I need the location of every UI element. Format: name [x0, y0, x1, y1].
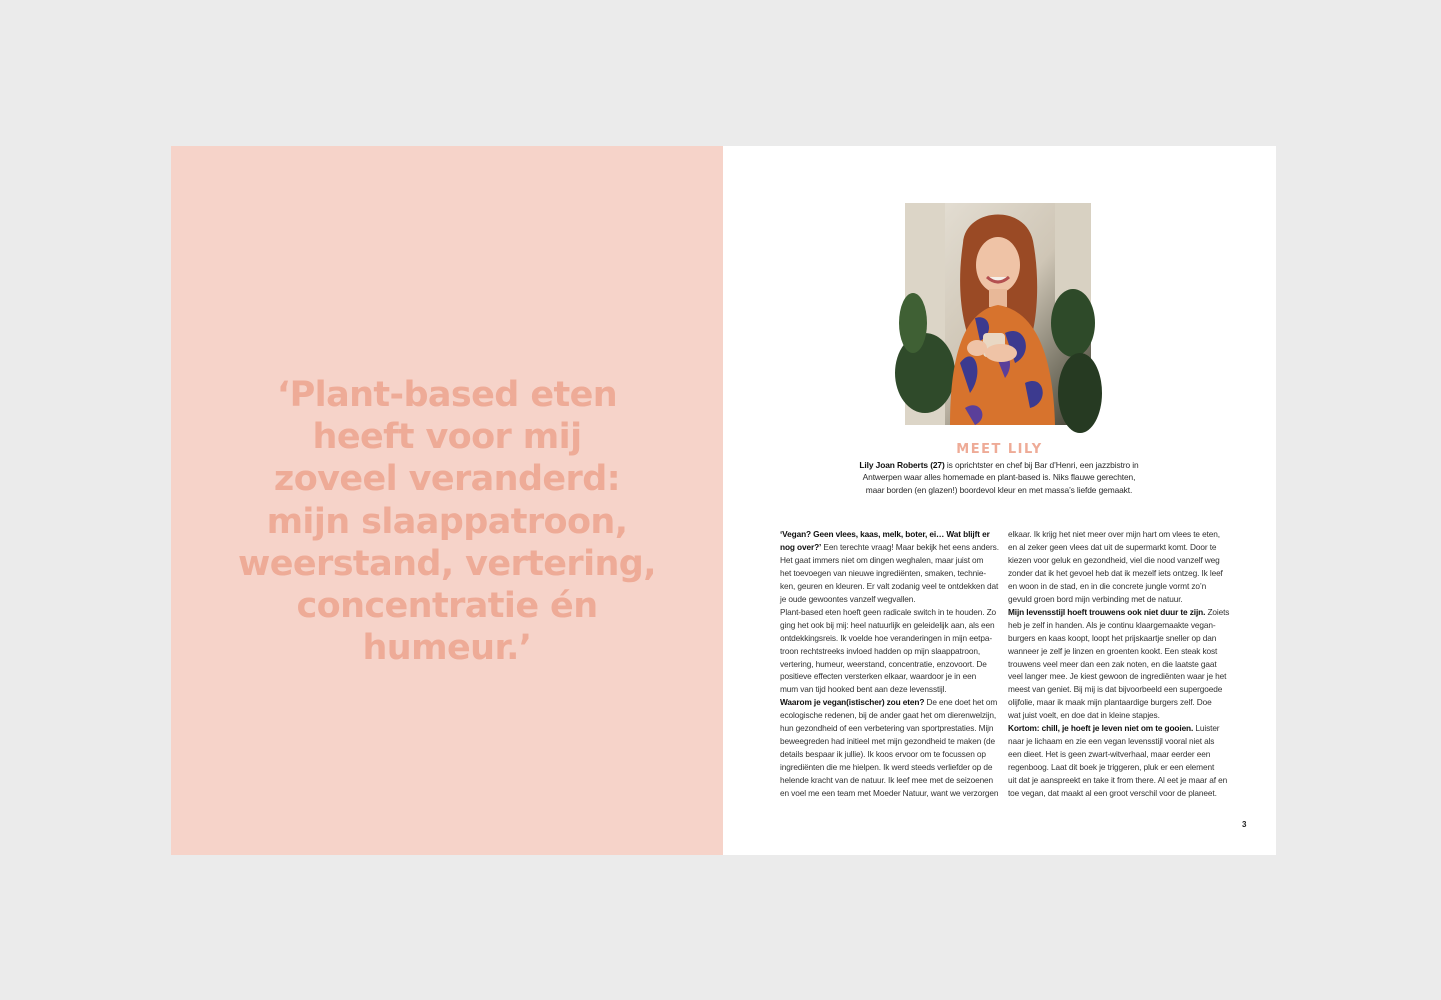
article-line-text: mum van tijd hooked bent aan deze levensstijl. [780, 684, 947, 695]
article-line [780, 709, 997, 722]
book-spread [171, 146, 1276, 855]
article-line [780, 670, 993, 683]
article-line [780, 606, 997, 619]
article-line-text: ecologische redenen, bij de ander gaat het om dierenwelzijn, [780, 710, 997, 721]
quote-line: ‘Plant-based eten [276, 375, 618, 415]
quote-line: mijn slaappatroon, [266, 501, 628, 542]
article-line-text: gevuld groen bord mijn verbinding met de natuur. [1008, 593, 1183, 604]
article-line-bold: Kortom: chill, je hoeft je leven niet om te gooien. [1008, 723, 1194, 734]
article-column-left [780, 528, 999, 800]
bio-name: Lily Joan Roberts (27) [859, 460, 945, 470]
article-line [780, 787, 999, 800]
left-page [171, 146, 723, 855]
article-line-bold: Waarom je vegan(istischer) zou eten? [780, 697, 925, 708]
article-line-text: De ene doet het om [924, 697, 998, 708]
article-line [780, 774, 993, 787]
article-line [780, 567, 993, 580]
article-line-text: een dieet. Het is geen zwart-witverhaal, maar eerder een [1008, 749, 1211, 760]
article-line [1008, 748, 1221, 761]
article-line-text: positieve effecten versterken elkaar, waardoor je in een [780, 671, 977, 682]
article-line-text: Luister [1193, 723, 1220, 734]
article-line-text: olijfolie, maar ik maak mijn plantaardige burgers zelf. Doe [1008, 697, 1212, 708]
article-line-text: burgers en kaas koopt, loopt het prijskaartje sneller op dan [1008, 632, 1217, 643]
article-line [1008, 567, 1221, 580]
article-line [780, 748, 993, 761]
article-line-text: hun gezondheid of een verbetering van sportprestaties. Mijn [780, 723, 994, 734]
article-line-text: meest van geniet. Bij mij is dat bijvoorbeeld een supergoede [1008, 684, 1223, 695]
article-line [780, 619, 993, 632]
article-line [780, 580, 999, 593]
bio-line: maar borden (en glazen!) boordevol kleur en met massa’s liefde gemaakt. [865, 484, 1133, 495]
article-line-text: en woon in de stad, en in die concrete jungle vormt zo’n [1008, 580, 1207, 591]
article-line [1008, 696, 1221, 709]
article-line [780, 761, 993, 774]
article-line [1008, 554, 1221, 567]
bio-text [859, 459, 1139, 496]
article-line-text: uit dat je aanspreekt en take it from there. Al eet je maar af en [1008, 775, 1228, 786]
article-line [780, 645, 993, 658]
article-line [1008, 774, 1228, 787]
article-line [1008, 670, 1227, 683]
article-line-bold: nog over?’ [780, 541, 822, 552]
article-line [780, 722, 993, 735]
article-line [780, 735, 996, 748]
quote-line: weerstand, vertering, [238, 543, 656, 584]
article-line [1008, 619, 1221, 632]
quote-line: heeft voor mij [312, 417, 582, 458]
article-line-text: elkaar. Ik krijg het niet meer over mijn hart om vlees te eten, [1008, 529, 1220, 539]
article-line-text: ontdekkingsreis. Ik voelde hoe veranderingen in mijn eetpa- [780, 632, 992, 643]
article-line [1008, 735, 1221, 748]
article-line-text: Plant-based eten hoeft geen radicale switch in te houden. Zo [780, 606, 997, 617]
article-line-text: ging het ook bij mij: heel natuurlijk en geleidelijk aan, als een [780, 619, 995, 630]
pull-quote [211, 374, 683, 669]
article-line [780, 658, 993, 671]
article-line-text: regenboog. Laat dit boek je triggeren, pluk er een element [1008, 762, 1215, 773]
quote-line: zoveel veranderd: [273, 459, 621, 500]
article-line-text: vertering, humeur, weerstand, concentratie, enzovoort. De [780, 658, 987, 669]
page-number: 3 [1242, 820, 1247, 829]
bio-line-rest: is oprichtster en chef bij Bar d’Henri, een jazzbistro in [944, 460, 1139, 470]
article-line [780, 683, 993, 696]
article-line-text: wat juist voelt, en doe dat in kleine stapjes. [1008, 710, 1160, 721]
article-line-text: beweegreden had initieel met mijn gezondheid te maken (de [780, 736, 996, 747]
article-line-text: heb je zelf in handen. Als je continu klaargemaakte vegan- [1008, 619, 1216, 630]
article-line [780, 528, 993, 541]
article-line [1008, 541, 1221, 554]
article-column-right [1008, 528, 1230, 800]
portrait-photo [905, 203, 1091, 425]
quote-line: concentratie én [296, 586, 598, 627]
article-line [1008, 528, 1221, 541]
article-line [1008, 580, 1221, 593]
article-line-text: kiezen voor geluk en gezondheid, viel die nood vanzelf weg [1008, 554, 1220, 565]
article-line-bold: Mijn levensstijl hoeft trouwens ook niet duur te zijn. [1008, 606, 1206, 617]
article-line-text: Een terechte vraag! Maar bekijk het eens anders. [821, 541, 999, 552]
article-line [1008, 761, 1221, 774]
article-line-text: trouwens veel meer dan een zak noten, en die laatste gaat [1008, 658, 1217, 669]
article-line-text: zonder dat ik het gevoel heb dat ik mezelf iets ontzeg. Ik leef [1008, 567, 1223, 578]
article-line-text: troon rechtstreeks invloed hadden op mijn slaappatroon, [780, 645, 981, 656]
article-line [780, 632, 993, 645]
article-line-text: wanneer je zelf je linzen en groenten kookt. Een steak kost [1008, 645, 1218, 656]
article-line-text: veel langer mee. Je kiest gewoon de ingrediënten waar je het [1008, 671, 1227, 682]
article-line [1008, 787, 1221, 800]
article-line [780, 541, 999, 554]
article-line-text: helende kracht van de natuur. Ik leef mee met de seizoenen [780, 775, 994, 786]
article-line-text: ingrediënten die me hielpen. Ik werd steeds verliefder op de [780, 762, 993, 773]
article-line-text: Zoiets [1205, 606, 1230, 617]
article-line [1008, 658, 1221, 671]
right-page [723, 146, 1276, 855]
bio-line: Antwerpen waar alles homemade en plant-based is. Niks flauwe gerechten, [862, 472, 1136, 483]
quote-line: humeur.’ [362, 628, 532, 669]
article-line-text: naar je lichaam en zie een vegan levensstijl vooral niet als [1008, 736, 1215, 747]
article-line [780, 554, 993, 567]
article-line [1008, 645, 1221, 658]
article-line [1008, 722, 1221, 735]
article-line [1008, 709, 1221, 722]
article-line [1008, 606, 1230, 619]
article-line [1008, 683, 1221, 696]
article-line-text: toe vegan, dat maakt al een groot verschil voor de planeet. [1008, 788, 1217, 799]
article-line [780, 593, 993, 606]
article-line-text: en voel me een team met Moeder Natuur, want we verzorgen [780, 788, 999, 799]
article-line-text: het toevoegen van nieuwe ingrediënten, smaken, technie- [780, 567, 987, 578]
article-line-text: je oude gewoontes vanzelf wegvallen. [780, 593, 916, 604]
article-line [780, 696, 998, 709]
article-line-bold: ‘Vegan? Geen vlees, kaas, melk, boter, ei… Wat blijft er [780, 529, 990, 539]
article-line [1008, 593, 1221, 606]
article-line-text: ken, geuren en kleuren. Er valt zodanig veel te ontdekken dat [780, 580, 999, 591]
meet-title: MEET LILY [956, 442, 1043, 457]
article-line-text: en al zeker geen vlees dat uit de supermarkt komt. Door te [1008, 541, 1217, 552]
bio-line [859, 459, 1139, 471]
article-line [1008, 632, 1221, 645]
article-line-text: Het gaat immers niet om dingen weghalen, maar juist om [780, 554, 984, 565]
article-line-text: details bespaar ik jullie). Ik koos ervoor om te focussen op [780, 749, 986, 760]
